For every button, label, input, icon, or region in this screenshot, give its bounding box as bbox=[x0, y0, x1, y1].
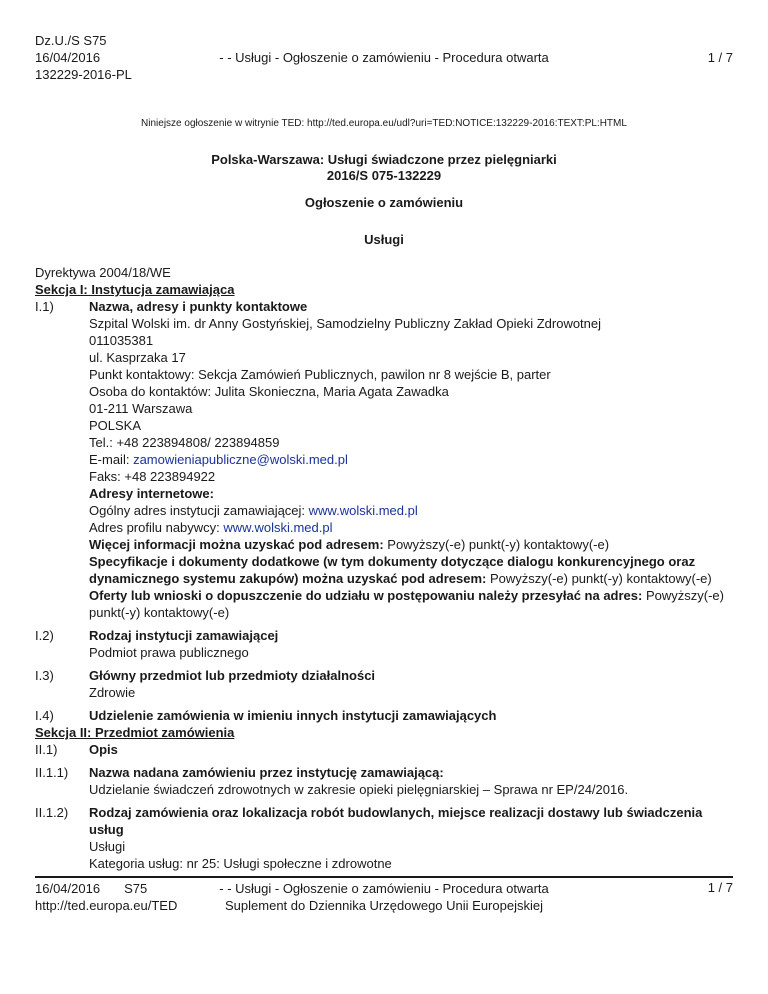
title-sub: 2016/S 075-132229 bbox=[326, 168, 442, 183]
doc-ref: Dz.U./S S75 bbox=[35, 33, 107, 48]
notice-category: Usługi bbox=[364, 232, 404, 247]
section-value: Zdrowie bbox=[89, 685, 136, 700]
city: 01-211 Warszawa bbox=[89, 401, 193, 416]
buyer-profile-line bbox=[89, 519, 735, 536]
section-ii1 bbox=[35, 741, 735, 758]
notice-type: Ogłoszenie o zamówieniu bbox=[304, 195, 464, 210]
institution-id: 011035381 bbox=[89, 333, 154, 348]
section-value: Usługi bbox=[89, 839, 126, 854]
street: ul. Kasprzaka 17 bbox=[89, 350, 186, 365]
section-title: Udzielenie zamówienia w imieniu innych instytucji zamawiających bbox=[89, 708, 497, 723]
more-info-line bbox=[89, 536, 735, 553]
title-main: Polska-Warszawa: Usługi świadczone przez pielęgniarki bbox=[211, 152, 557, 167]
header-page: 1 / 7 bbox=[707, 50, 733, 65]
section-title: Nazwa nadana zamówieniu przez instytucję zamawiającą: bbox=[89, 765, 444, 780]
general-address-link[interactable]: www.wolski.med.pl bbox=[308, 503, 418, 518]
section-i4 bbox=[35, 707, 735, 724]
section-value: Udzielanie świadczeń zdrowotnych w zakresie opieki pielęgniarskiej – Sprawa nr EP/24/2016. bbox=[89, 782, 629, 797]
section-value: Kategoria usług: nr 25: Usługi społeczne i zdrowotne bbox=[89, 856, 392, 871]
offers-value: Powyższy(-e) punkt(-y) kontaktowy(-e) bbox=[89, 588, 724, 620]
section-title: Nazwa, adresy i punkty kontaktowe bbox=[89, 299, 308, 314]
section-title: Rodzaj zamówienia oraz lokalizacja robót budowlanych, miejsce realizacji dostawy lub świadczenia usług bbox=[89, 805, 703, 837]
web-addresses-heading: Adresy internetowe: bbox=[89, 486, 214, 501]
footer-url[interactable]: http://ted.europa.eu/TED bbox=[35, 898, 178, 913]
section-number: I.4) bbox=[35, 708, 54, 723]
email-link[interactable]: zamowieniapubliczne@wolski.med.pl bbox=[133, 452, 348, 467]
section-value: Podmiot prawa publicznego bbox=[89, 645, 249, 660]
buyer-profile-label: Adres profilu nabywcy: bbox=[89, 520, 224, 535]
document-title bbox=[0, 152, 768, 184]
institution-name: Szpital Wolski im. dr Anny Gostyńskiej, Samodzielny Publiczny Zakład Opieki Zdrowotnej bbox=[89, 316, 602, 331]
section-number: II.1) bbox=[35, 742, 58, 757]
footer-rule bbox=[35, 876, 733, 878]
offers-label: Oferty lub wnioski o dopuszczenie do udziału w postępowaniu należy przesyłać na adres: bbox=[89, 588, 643, 603]
phone: Tel.: +48 223894808/ 223894859 bbox=[89, 435, 280, 450]
country: POLSKA bbox=[89, 418, 142, 433]
section-2-heading: Sekcja II: Przedmiot zamówienia bbox=[35, 725, 235, 740]
section-i3 bbox=[35, 667, 735, 701]
contact-point: Punkt kontaktowy: Sekcja Zamówień Publicznych, pawilon nr 8 wejście B, parter bbox=[89, 367, 551, 382]
section-ii11 bbox=[35, 764, 735, 798]
more-info-label: Więcej informacji można uzyskać pod adresem: bbox=[89, 537, 384, 552]
specs-line bbox=[89, 553, 735, 587]
contact-person: Osoba do kontaktów: Julita Skonieczna, Maria Agata Zawadka bbox=[89, 384, 449, 399]
ted-notice-link[interactable]: Niniejsze ogłoszenie w witrynie TED: http://ted.europa.eu/udl?uri=TED:NOTICE:132229-2016:TEXT:PL:HTML bbox=[141, 118, 627, 129]
email-line bbox=[89, 451, 735, 468]
notice-id: 132229-2016-PL bbox=[35, 67, 132, 82]
directive: Dyrektywa 2004/18/WE bbox=[35, 265, 171, 280]
header-title: - - Usługi - Ogłoszenie o zamówieniu - Procedura otwarta bbox=[219, 50, 549, 65]
fax: Faks: +48 223894922 bbox=[89, 469, 216, 484]
section-1-heading: Sekcja I: Instytucja zamawiająca bbox=[35, 282, 235, 297]
general-address-label: Ogólny adres instytucji zamawiającej: bbox=[89, 503, 309, 518]
section-ii12 bbox=[35, 804, 735, 872]
section-title: Rodzaj instytucji zamawiającej bbox=[89, 628, 279, 643]
more-info-value: Powyższy(-e) punkt(-y) kontaktowy(-e) bbox=[383, 537, 610, 552]
section-title: Główny przedmiot lub przedmioty działalności bbox=[89, 668, 376, 683]
footer-supplement: Suplement do Dziennika Urzędowego Unii Europejskiej bbox=[225, 898, 543, 913]
section-number: I.1) bbox=[35, 299, 54, 314]
footer-date: 16/04/2016 bbox=[35, 881, 101, 896]
specs-label: Specyfikacje i dokumenty dodatkowe (w tym dokumenty dotyczące dialogu konkurencyjnego oraz dynamicznego systemu zakupów) można uzyskać pod adresem: bbox=[89, 554, 696, 586]
section-number: II.1.2) bbox=[35, 805, 69, 820]
section-number: I.3) bbox=[35, 668, 54, 683]
section-i2 bbox=[35, 627, 735, 661]
footer-title: - - Usługi - Ogłoszenie o zamówieniu - Procedura otwarta bbox=[219, 881, 549, 896]
section-i1 bbox=[35, 298, 735, 621]
general-address-line bbox=[89, 502, 735, 519]
footer-s75: S75 bbox=[124, 881, 148, 896]
footer-page: 1 / 7 bbox=[707, 880, 733, 895]
document-body bbox=[35, 264, 735, 872]
section-title: Opis bbox=[89, 742, 118, 757]
offers-line bbox=[89, 587, 735, 621]
header-date: 16/04/2016 bbox=[35, 50, 101, 65]
specs-value: Powyższy(-e) punkt(-y) kontaktowy(-e) bbox=[486, 571, 712, 586]
section-number: I.2) bbox=[35, 628, 54, 643]
footer-title-block bbox=[0, 880, 768, 914]
section-number: II.1.1) bbox=[35, 765, 69, 780]
buyer-profile-link[interactable]: www.wolski.med.pl bbox=[223, 520, 333, 535]
email-label: E-mail: bbox=[89, 452, 134, 467]
